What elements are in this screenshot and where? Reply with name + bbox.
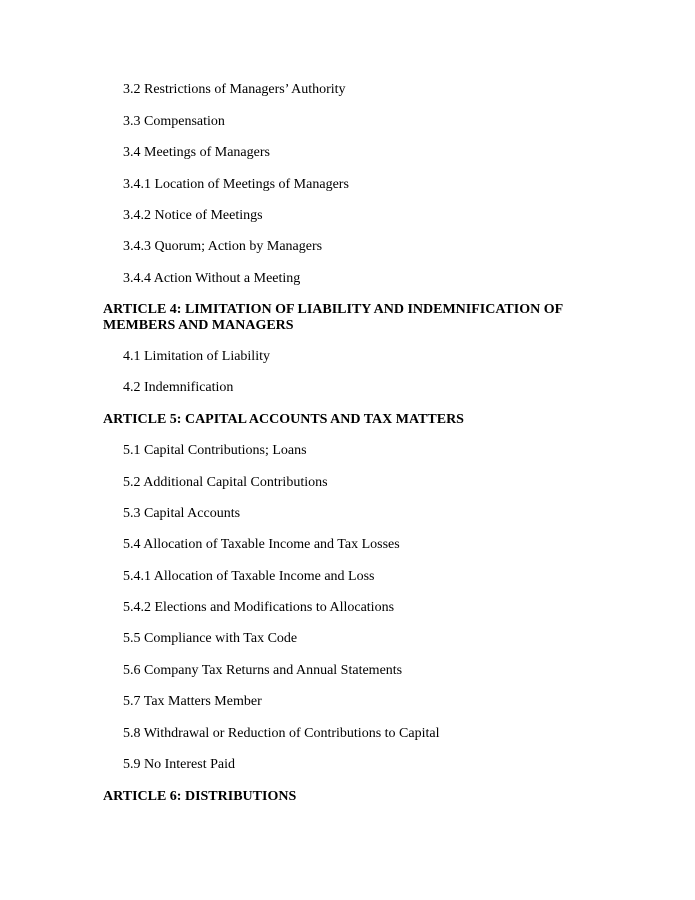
toc-item-3-4-1: 3.4.1 Location of Meetings of Managers <box>123 177 349 192</box>
toc-item-5-3: 5.3 Capital Accounts <box>123 506 241 521</box>
toc-item-4-2: 4.2 Indemnification <box>123 380 234 395</box>
toc-item-3-4-2: 3.4.2 Notice of Meetings <box>123 208 263 223</box>
toc-item-5-8: 5.8 Withdrawal or Reduction of Contributions to Capital <box>123 726 440 741</box>
toc-item-5-9: 5.9 No Interest Paid <box>123 757 235 772</box>
toc-item-4-1: 4.1 Limitation of Liability <box>123 349 270 364</box>
toc-item-3-3: 3.3 Compensation <box>123 114 225 129</box>
toc-item-5-4-1: 5.4.1 Allocation of Taxable Income and Loss <box>123 569 375 584</box>
toc-item-3-4: 3.4 Meetings of Managers <box>123 145 270 160</box>
toc-item-5-4: 5.4 Allocation of Taxable Income and Tax Losses <box>123 537 400 552</box>
toc-item-5-2: 5.2 Additional Capital Contributions <box>123 475 328 490</box>
toc-item-5-7: 5.7 Tax Matters Member <box>123 694 262 709</box>
toc-item-3-2: 3.2 Restrictions of Managers’ Authority <box>123 82 346 97</box>
toc-item-5-4-2: 5.4.2 Elections and Modifications to Allocations <box>123 600 395 615</box>
toc-item-5-6: 5.6 Company Tax Returns and Annual Statements <box>123 663 403 678</box>
toc-item-3-4-4: 3.4.4 Action Without a Meeting <box>123 271 301 286</box>
toc-item-5-1: 5.1 Capital Contributions; Loans <box>123 443 307 458</box>
toc-item-3-4-3: 3.4.3 Quorum; Action by Managers <box>123 239 323 254</box>
toc-item-5-5: 5.5 Compliance with Tax Code <box>123 631 298 646</box>
article-6-heading: ARTICLE 6: DISTRIBUTIONS <box>103 789 297 804</box>
article-5-heading: ARTICLE 5: CAPITAL ACCOUNTS AND TAX MATTERS <box>103 412 464 427</box>
article-4-heading: ARTICLE 4: LIMITATION OF LIABILITY AND INDEMNIFICATION OF MEMBERS AND MANAGERS <box>103 302 563 333</box>
